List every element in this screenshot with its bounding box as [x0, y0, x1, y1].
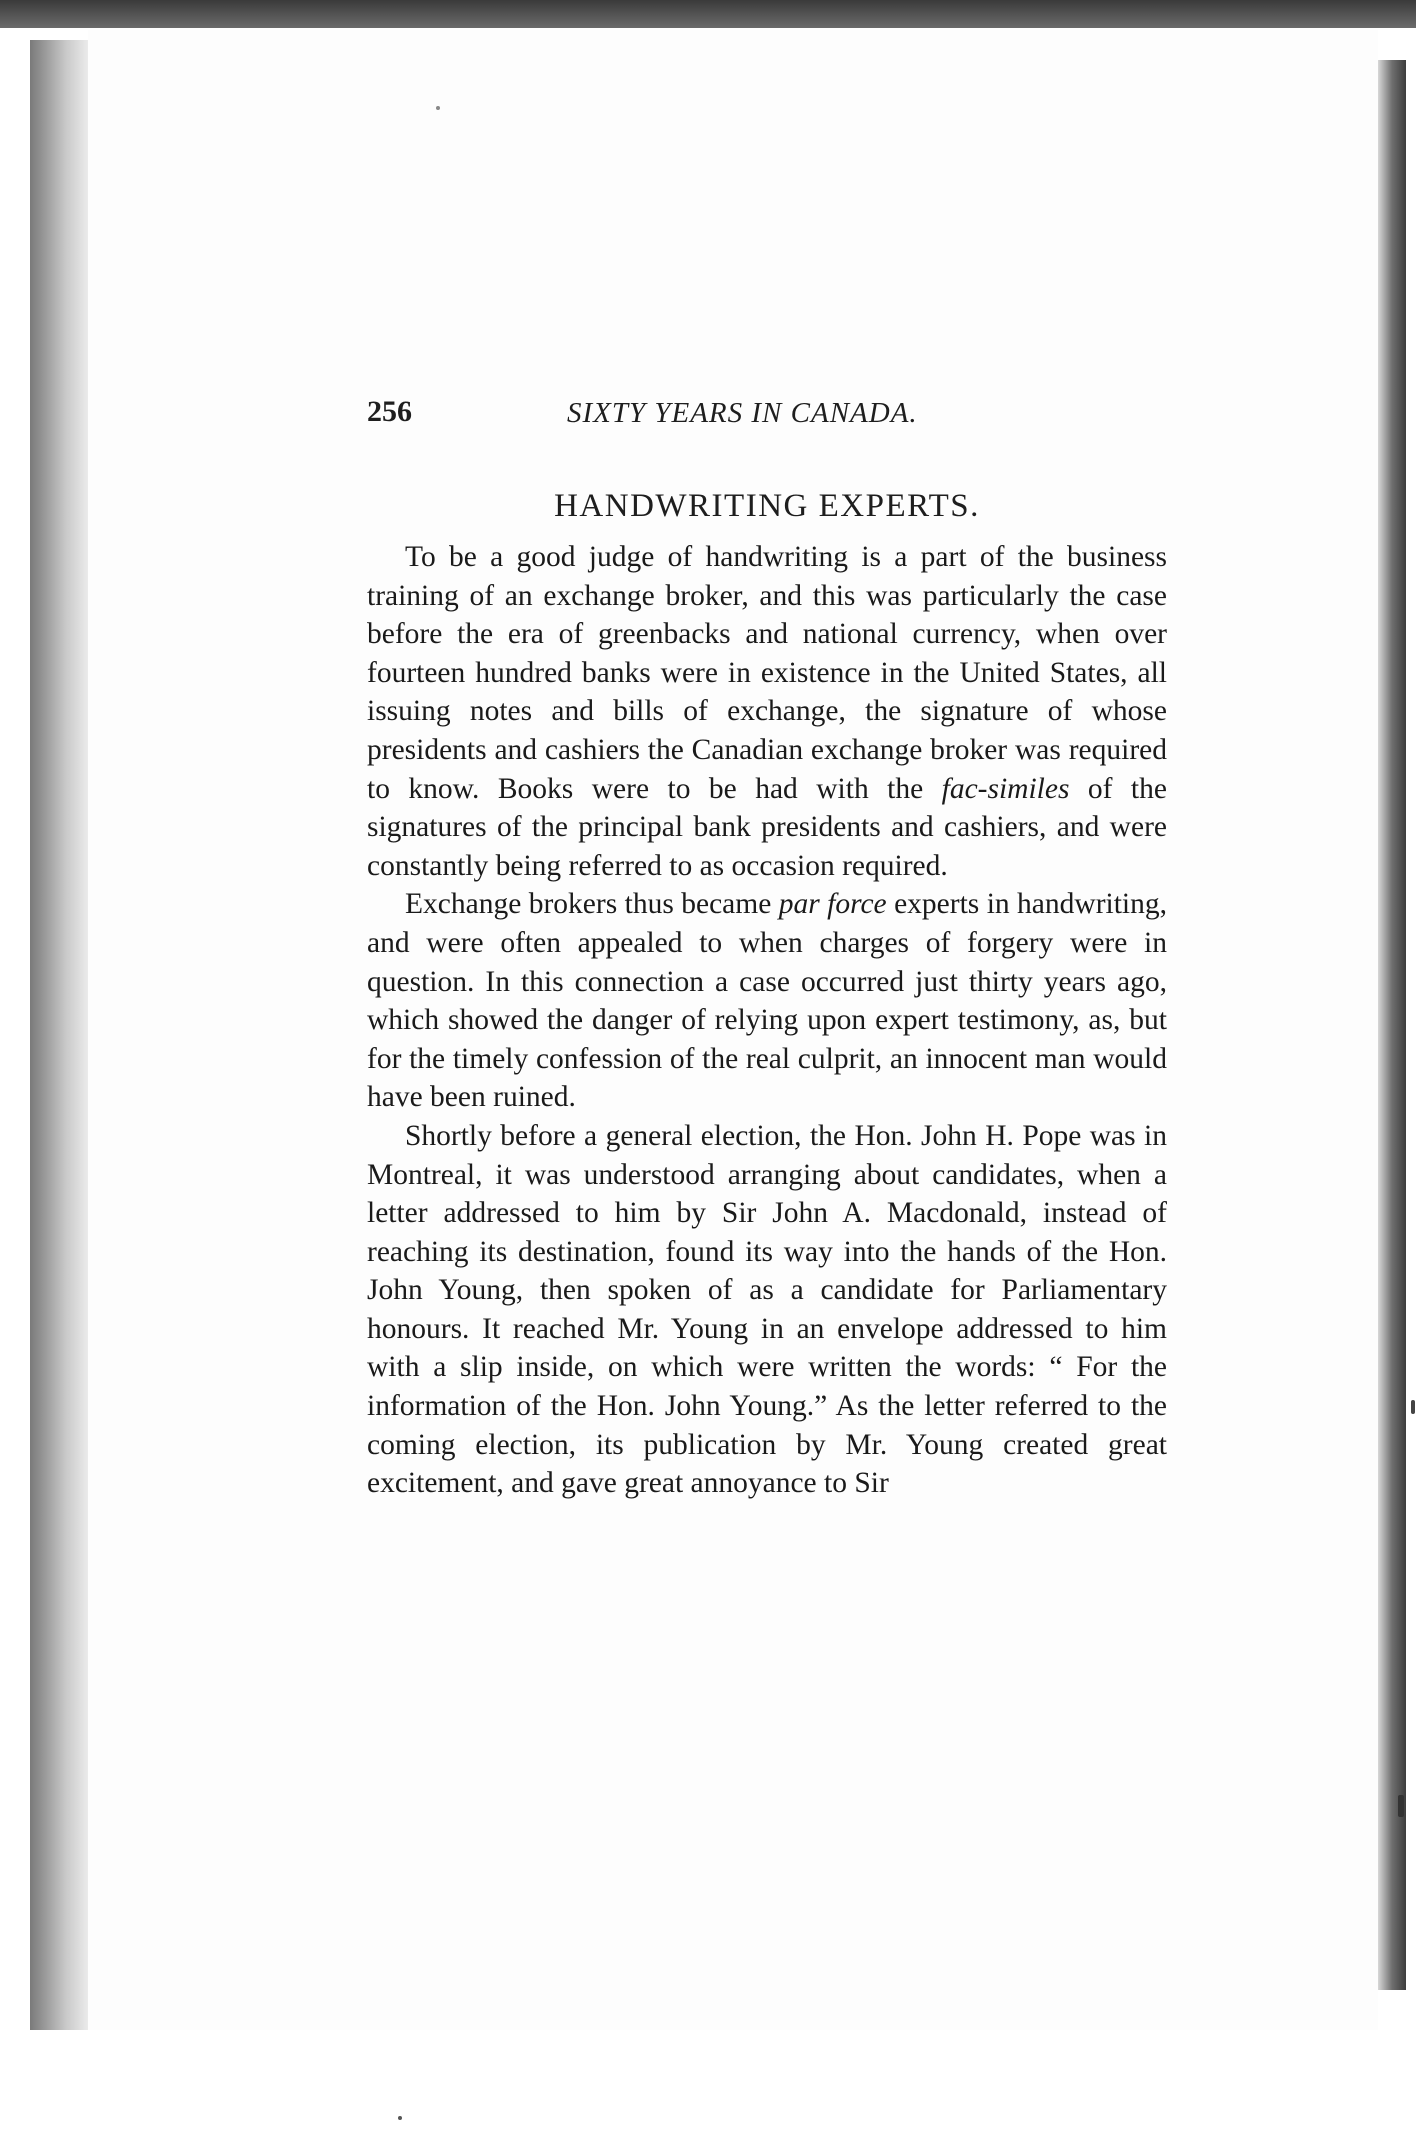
paragraph [367, 885, 1167, 1117]
dust-speck [1398, 1795, 1404, 1817]
text-run: Exchange brokers thus became [405, 888, 779, 921]
text-run: To be a good judge of handwriting is a part of the business training of an exchange broker, and this was particularly the case before the era of greenbacks and national currency, when over fourteen hundred banks were in existence in the United States, all issuing notes and bills of exchange, the signature of whose presidents and cashiers the Canadian exchange broker was required to know. Books were to be had with the [367, 541, 1167, 805]
italic-text-run: par force [778, 888, 887, 921]
dust-speck [398, 2116, 402, 2120]
paragraph [367, 538, 1167, 885]
italic-text-run: fac-similes [941, 772, 1070, 805]
text-run: of the signatures of the principal bank presidents and cashiers, and were constantly being referred to as occasion required. [367, 772, 1167, 882]
dust-speck [436, 106, 440, 110]
dust-speck [1411, 1400, 1415, 1414]
paragraph [367, 1117, 1167, 1503]
body-text [367, 538, 1167, 1503]
text-run: experts in handwriting, and were often appealed to when charges of forgery were in question. In this connection a case occurred just thirty years ago, which showed the danger of relying upon expert testimony, as, but for the timely confession of the real culprit, an innocent man would have been ruined. [367, 888, 1167, 1114]
page-header [367, 395, 995, 445]
text-run: Shortly before a general election, the Hon. John H. Pope was in Montreal, it was understood arranging about candidates, when a letter addressed to him by Sir John A. Macdonald, instead of reaching its destination, found its way into the hands of the Hon. John Young, then spoken of as a candidate for Parliamentary honours. It reached Mr. Young in an envelope addressed to him with a slip inside, on which were written the words: “ For the information of the Hon. John Young.” As the letter referred to the coming election, its publication by Mr. Young created great excitement, and gave great annoyance to Sir [367, 1119, 1167, 1500]
book-edge-left [30, 40, 90, 2030]
scanner-border [0, 0, 1416, 28]
book-edge-right [1378, 60, 1406, 1990]
page-number: 256 [367, 395, 412, 428]
section-title: HANDWRITING EXPERTS. [554, 488, 980, 524]
running-head: SIXTY YEARS IN CANADA. [567, 397, 918, 429]
